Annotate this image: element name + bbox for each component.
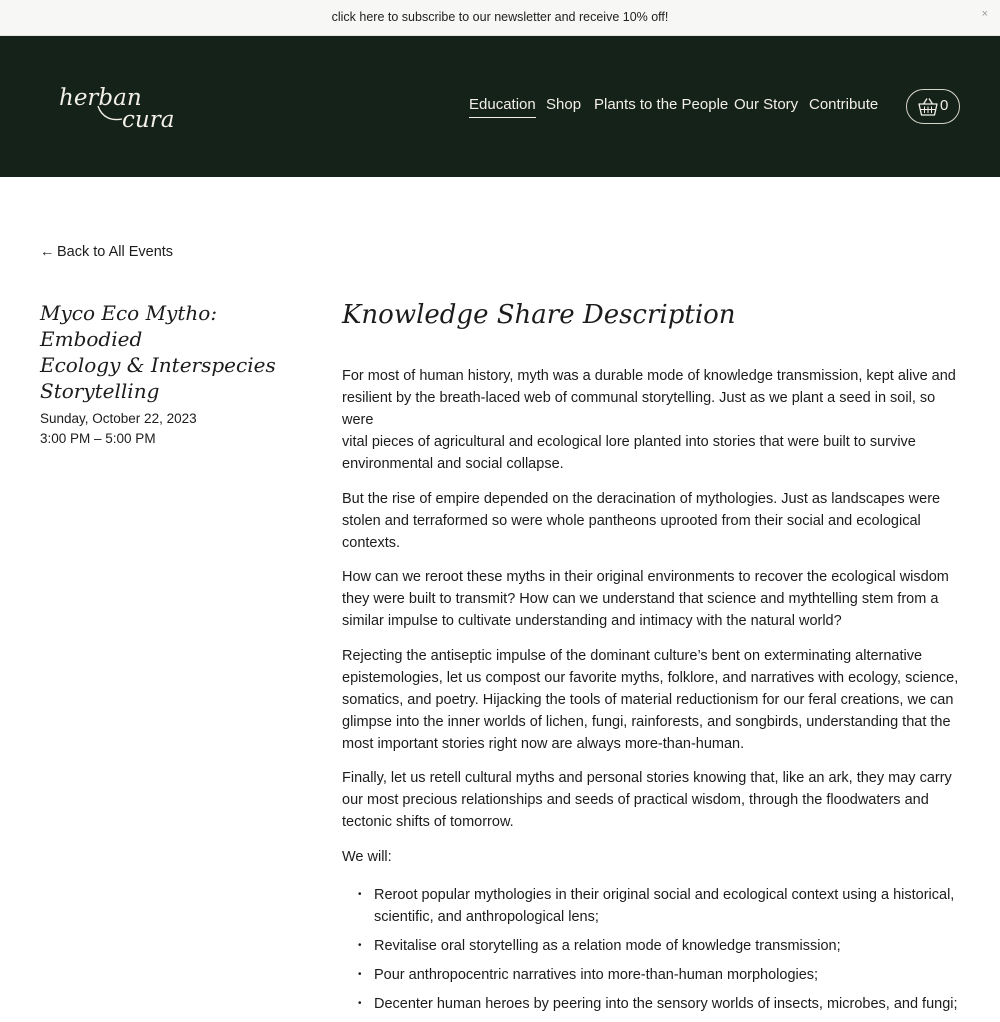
nav-our-story[interactable]: Our Story	[734, 96, 799, 113]
event-title-line: Ecology & Interspecies	[40, 353, 276, 377]
paragraph-line: our most precious relationships and seeds of practical wisdom, through the floodwaters and	[342, 792, 929, 808]
cart-count: 0	[940, 97, 949, 114]
event-title	[40, 300, 310, 404]
logo[interactable]	[58, 84, 180, 132]
paragraph-line: most important stories right now are always more-than-human.	[342, 735, 745, 752]
arrow-left-icon: ←	[40, 244, 55, 260]
nav-shop[interactable]: Shop	[546, 96, 582, 113]
list-item	[342, 935, 962, 957]
back-link-label: Back to All Events	[57, 244, 174, 260]
paragraph-line: epistemologies, let us compost our favorite myths, folklore, and narratives with ecology, science,	[342, 669, 959, 686]
paragraph-line: How can we reroot these myths in their original environments to recover the ecological wisdom	[342, 569, 949, 585]
announcement-bar[interactable]	[0, 0, 1000, 36]
paragraph-line: similar impulse to cultivate understanding and intimacy with the natural world?	[342, 613, 842, 629]
list-item-line: • Reroot popular mythologies in their original social and ecological context using a historical,	[374, 886, 955, 903]
paragraph-line: resilient by the breath-laced web of communal storytelling. Just as we plant a seed in soil, so were	[342, 390, 936, 428]
paragraph	[342, 767, 962, 833]
paragraph-line: contexts.	[342, 534, 401, 551]
list-item-line: • Pour anthropocentric narratives into more-than-human morphologies;	[374, 966, 819, 983]
paragraph-line: We will:	[342, 848, 392, 865]
list-item-line: scientific, and anthropological lens;	[374, 908, 599, 925]
paragraph	[342, 846, 962, 868]
cart-button[interactable]	[906, 89, 960, 124]
event-date: Sunday, October 22, 2023	[40, 411, 197, 426]
paragraph-line: environmental and social collapse.	[342, 456, 564, 472]
event-title-line: Storytelling	[40, 379, 160, 403]
paragraph-line: glimpse into the inner worlds of lichen, fungi, rainforests, and songbirds, understanding that the	[342, 713, 951, 730]
list-item-line: • Decenter human heroes by peering into the sensory worlds of insects, microbes, and fungi;	[374, 995, 958, 1012]
nav-contribute[interactable]: Contribute	[809, 96, 879, 113]
event-time: 3:00 PM – 5:00 PM	[40, 431, 156, 446]
newsletter-link[interactable]: click here to subscribe to our newsletter and receive 10% off!	[331, 10, 669, 24]
nav-education[interactable]: Education	[469, 96, 536, 118]
paragraph-line: they were built to transmit? How can we understand that science and mythtelling stem from a	[342, 591, 939, 607]
logo-line-1: herban	[59, 85, 142, 111]
paragraph	[342, 645, 962, 755]
paragraph-line: somatics, and poetry. Hijacking the tools of material reductionism for our feral creations, we can	[342, 691, 954, 708]
nav-plants-to-the-people[interactable]: Plants to the People	[594, 96, 729, 113]
paragraph-line: Rejecting the antiseptic impulse of the dominant culture’s bent on exterminating alternative	[342, 647, 923, 664]
logo-line-2: cura	[122, 107, 175, 133]
paragraph	[342, 566, 962, 632]
section-heading: Knowledge Share Description	[342, 300, 736, 330]
paragraph-line: vital pieces of agricultural and ecological lore planted into stories that were built to survive	[342, 434, 916, 450]
event-description	[342, 300, 962, 1022]
site-header	[0, 36, 1000, 177]
paragraph-line: stolen and terraformed so were whole pantheons uprooted from their social and ecological	[342, 512, 921, 529]
paragraph-line: Finally, let us retell cultural myths and personal stories knowing that, like an ark, they may carry	[342, 770, 952, 786]
paragraph-line: But the rise of empire depended on the deracination of mythologies. Just as landscapes were	[342, 490, 941, 507]
paragraph-line: tectonic shifts of tomorrow.	[342, 814, 514, 830]
paragraph	[342, 365, 962, 475]
close-icon[interactable]: ×	[981, 8, 988, 20]
list-item	[342, 993, 962, 1015]
event-title-line: Myco Eco Mytho: Embodied	[40, 301, 218, 351]
list-item-line: • Revitalise oral storytelling as a relation mode of knowledge transmission;	[374, 937, 841, 954]
paragraph-line: For most of human history, myth was a durable mode of knowledge transmission, kept alive and	[342, 368, 956, 384]
list-item	[342, 884, 962, 928]
back-to-events-link[interactable]	[40, 244, 173, 260]
list-item	[342, 964, 962, 986]
basket-icon	[917, 97, 939, 117]
paragraph	[342, 488, 962, 554]
bullet-list	[342, 884, 962, 1015]
